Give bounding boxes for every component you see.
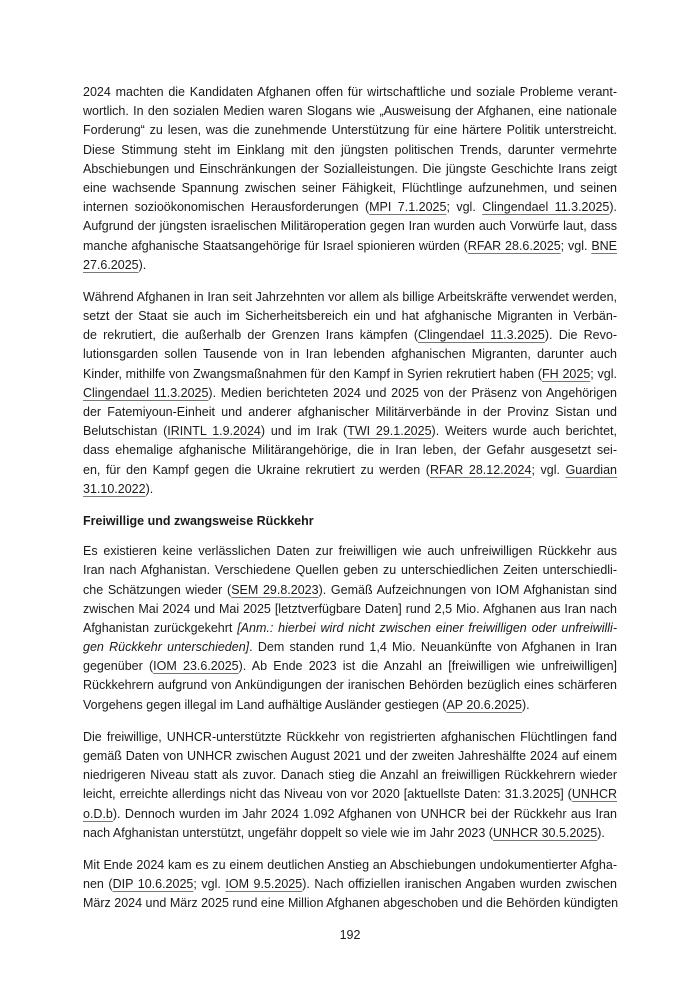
paragraph bbox=[83, 288, 617, 499]
text: Diese Stimmung steht im Einklang mit den jüngsten politischen Trends, darunter vermehrte bbox=[83, 142, 617, 157]
text: . Dem standen rund 1,4 Mio. Neuankünfte von Afghanen in Iran bbox=[249, 640, 617, 655]
text: Abschiebungen und Einschränkungen der Sozialleistungen. Die jüngste Geschichte Irans zeigt bbox=[83, 161, 617, 176]
citation-link[interactable]: RFAR 28.6.2025 bbox=[467, 238, 561, 253]
paragraph bbox=[83, 728, 617, 843]
text-line bbox=[83, 875, 617, 894]
text-line bbox=[83, 326, 617, 345]
text-line bbox=[83, 805, 617, 824]
text-line bbox=[83, 83, 617, 102]
text: Kinder, mithilfe von Zwangsmaßnahmen für den Kampf in Syrien rekrutiert haben ( bbox=[83, 366, 543, 381]
citation-link[interactable]: Clingendael 11.3.2025 bbox=[418, 328, 545, 343]
text: ; vgl. bbox=[590, 366, 617, 381]
text-line bbox=[83, 657, 617, 676]
text: ; vgl. bbox=[531, 462, 566, 477]
text-line bbox=[83, 561, 617, 580]
italic-note: gen Rückkehr unterschieden] bbox=[83, 640, 250, 655]
citation-link[interactable]: IRINTL 1.9.2024 bbox=[167, 424, 261, 439]
text: ). bbox=[138, 257, 147, 272]
citation-link[interactable]: IOM 9.5.2025 bbox=[225, 877, 303, 892]
citation-link[interactable]: AP 20.6.2025 bbox=[446, 697, 522, 712]
text-line bbox=[83, 696, 617, 715]
text: dass ehemalige afghanische Militärangehörige, die in Iran leben, der Gefahr ausgesetzt sei- bbox=[83, 443, 617, 458]
citation-link[interactable]: o.D.b bbox=[83, 806, 113, 821]
text-line bbox=[83, 288, 617, 307]
citation-link[interactable]: Guardian bbox=[565, 462, 617, 477]
text-line bbox=[83, 141, 617, 160]
text: nen ( bbox=[83, 877, 113, 892]
text-line bbox=[83, 619, 617, 638]
text-line bbox=[83, 638, 617, 657]
text: ). bbox=[597, 825, 605, 840]
text: ; vgl. bbox=[446, 200, 483, 215]
text: en, für den Kampf gegen die Ukraine rekrutiert zu werden ( bbox=[83, 462, 430, 477]
text-line bbox=[83, 345, 617, 364]
citation-link[interactable]: UNHCR bbox=[571, 787, 617, 802]
text: Forderung“ zu lesen, was die zunehmende Unterstützung für eine härtere Politik unterstreicht. bbox=[83, 123, 617, 138]
text: Die freiwillige, UNHCR-unterstützte Rückkehr von registrierten afghanischen Flüchtlingen fand bbox=[83, 729, 617, 744]
text: ). Die Revo- bbox=[544, 328, 617, 343]
text: Mit Ende 2024 kam es zu einem deutlichen Anstieg an Abschiebungen undokumentierter Afgha- bbox=[83, 857, 617, 872]
text-line bbox=[83, 824, 617, 843]
text: lutionsgarden sollen Tausende von in Iran lebenden afghanischen Migranten, darunter auch bbox=[83, 347, 617, 362]
text: setzt der Staat sie auch im Sicherheitsbereich ein und hat afghanische Migranten in Verbän- bbox=[83, 309, 617, 324]
text: ) und im Irak ( bbox=[260, 424, 348, 439]
text-line bbox=[83, 307, 617, 326]
citation-link[interactable]: IOM 23.6.2025 bbox=[153, 659, 239, 674]
text: ; vgl. bbox=[560, 238, 592, 253]
text-line bbox=[83, 160, 617, 179]
text: März 2024 und März 2025 rund eine Million Afghanen abgeschoben und die Behörden kündigten bbox=[83, 896, 619, 911]
text: wortlich. In den sozialen Medien waren Slogans wie „Ausweisung der Afghanen, eine nationale bbox=[83, 104, 617, 119]
text-line bbox=[83, 384, 617, 403]
text: nach Afghanistan unterstützt, ungefähr doppelt so viele wie im Jahr 2023 ( bbox=[83, 825, 493, 840]
text: ). bbox=[522, 697, 530, 712]
text-line bbox=[83, 856, 617, 875]
citation-link[interactable]: Clingendael 11.3.2025 bbox=[83, 385, 209, 400]
text: Während Afghanen in Iran seit Jahrzehnten vor allem als billige Arbeitskräfte verwendet werden, bbox=[83, 289, 617, 304]
text-line bbox=[83, 403, 617, 422]
section-heading: Freiwillige und zwangsweise Rückkehr bbox=[83, 513, 314, 528]
text-line bbox=[83, 542, 617, 561]
citation-link[interactable]: MPI 7.1.2025 bbox=[369, 200, 447, 215]
text-line bbox=[83, 422, 617, 441]
text: gemäß Daten von UNHCR zwischen August 2021 und der zweiten Jahreshälfte 2024 auf einem bbox=[83, 749, 617, 763]
text-line bbox=[83, 102, 617, 121]
text: eine wachsende Spannung zwischen seiner Fähigkeit, Flüchtlinge aufzunehmen, und seinen bbox=[83, 180, 617, 195]
text-line bbox=[83, 480, 617, 499]
text: Belutschistan ( bbox=[83, 424, 168, 439]
text-line bbox=[83, 785, 617, 804]
text-line bbox=[83, 365, 617, 384]
text-line bbox=[83, 581, 617, 600]
text: ). Weiters wurde auch berichtet, bbox=[431, 424, 618, 439]
text: manche afghanische Staatsangehörige für Israel spionieren würden ( bbox=[83, 238, 468, 253]
text-line bbox=[83, 747, 617, 766]
text: der Fatemiyoun-Einheit und anderer afghanischer Militärverbände in der Provinz Sistan und bbox=[83, 405, 617, 419]
citation-link[interactable]: TWI 29.1.2025 bbox=[347, 424, 432, 439]
text: niedrigeren Niveau statt als zuvor. Danach stieg die Anzahl an freiwilligen Rückkehrern wieder bbox=[83, 768, 617, 783]
text-line bbox=[83, 600, 617, 619]
text: 2024 machten die Kandidaten Afghanen offen für wirtschaftliche und soziale Probleme verant- bbox=[83, 85, 617, 99]
text: Es existieren keine verlässlichen Daten zur freiwilligen wie auch unfreiwilligen Rückkehr aus bbox=[83, 544, 617, 559]
text: ). Medien berichteten 2024 und 2025 von der Präsenz von Angehörigen bbox=[208, 385, 617, 400]
text-line bbox=[83, 461, 617, 480]
text-line bbox=[83, 256, 617, 275]
text: ). Dennoch wurden im Jahr 2024 1.092 Afghanen von UNHCR bei der Rückkehr aus Iran bbox=[112, 806, 617, 821]
text-line bbox=[83, 121, 617, 140]
paragraph bbox=[83, 542, 617, 715]
citation-link[interactable]: RFAR 28.12.2024 bbox=[429, 462, 532, 477]
text: Aufgrund der jüngsten israelischen Militäroperation gegen Iran wurden auch Vorwürfe laut, dass bbox=[83, 219, 617, 234]
citation-link[interactable]: SEM 29.8.2023 bbox=[231, 582, 319, 597]
text-line bbox=[83, 179, 617, 198]
page-number: 192 bbox=[339, 928, 361, 942]
text: ). Nach offiziellen iranischen Angaben wurden zwischen bbox=[302, 877, 617, 892]
text-line bbox=[83, 237, 617, 256]
citation-link[interactable]: 31.10.2022 bbox=[83, 481, 146, 496]
text: che Schätzungen wieder ( bbox=[83, 582, 232, 597]
document-body bbox=[83, 83, 617, 927]
citation-link[interactable]: UNHCR 30.5.2025 bbox=[492, 825, 598, 840]
citation-link[interactable]: DIP 10.6.2025 bbox=[112, 877, 194, 892]
text-line bbox=[83, 676, 617, 695]
text: leicht, erreichte allerdings nicht das Niveau von vor 2020 [aktuellste Daten: 31.3.2025] ( bbox=[83, 787, 572, 802]
citation-link[interactable]: BNE bbox=[591, 238, 618, 253]
text: Iran nach Afghanistan. Verschiedene Quellen geben zu unterschiedlichen Zeiten unterschiedli- bbox=[83, 563, 617, 578]
citation-link[interactable]: FH 2025 bbox=[542, 366, 591, 381]
text: ). Gemäß Aufzeichnungen von IOM Afghanistan sind bbox=[318, 582, 618, 597]
citation-link[interactable]: 27.6.2025 bbox=[83, 257, 139, 272]
text: Afghanistan zurückgekehrt bbox=[83, 620, 238, 635]
text-line bbox=[83, 766, 617, 785]
text: de rekrutiert, die außerhalb der Grenzen Irans kämpfen ( bbox=[83, 328, 418, 343]
text: Rückkehrern aufgrund von Ankündigungen der iranischen Behörden bezüglich eines schärferen bbox=[83, 678, 617, 693]
text-line bbox=[83, 894, 617, 913]
paragraph bbox=[83, 83, 617, 275]
italic-note: [Anm.: hierbei wird nicht zwischen einer freiwilligen oder unfreiwilli- bbox=[237, 620, 617, 635]
text: zwischen Mai 2024 und Mai 2025 [letztverfügbare Daten] rund 2,5 Mio. Afghanen aus Iran nach bbox=[83, 601, 617, 616]
text-line bbox=[83, 728, 617, 747]
citation-link[interactable]: Clingendael 11.3.2025 bbox=[482, 200, 610, 215]
text: internen sozioökonomischen Herausforderungen ( bbox=[83, 200, 370, 215]
text: gegenüber ( bbox=[83, 659, 154, 674]
paragraph bbox=[83, 856, 617, 914]
text: ). Ab Ende 2023 ist die Anzahl an [freiwilligen wie unfreiwilligen] bbox=[238, 659, 617, 674]
text: Vorgehens gegen illegal im Land aufhältige Ausländer gestiegen ( bbox=[83, 697, 447, 712]
text: ). bbox=[609, 200, 618, 215]
text-line bbox=[83, 217, 617, 236]
text: ). bbox=[145, 481, 154, 496]
text-line bbox=[83, 198, 617, 217]
text: ; vgl. bbox=[193, 877, 226, 892]
text-line bbox=[83, 441, 617, 460]
